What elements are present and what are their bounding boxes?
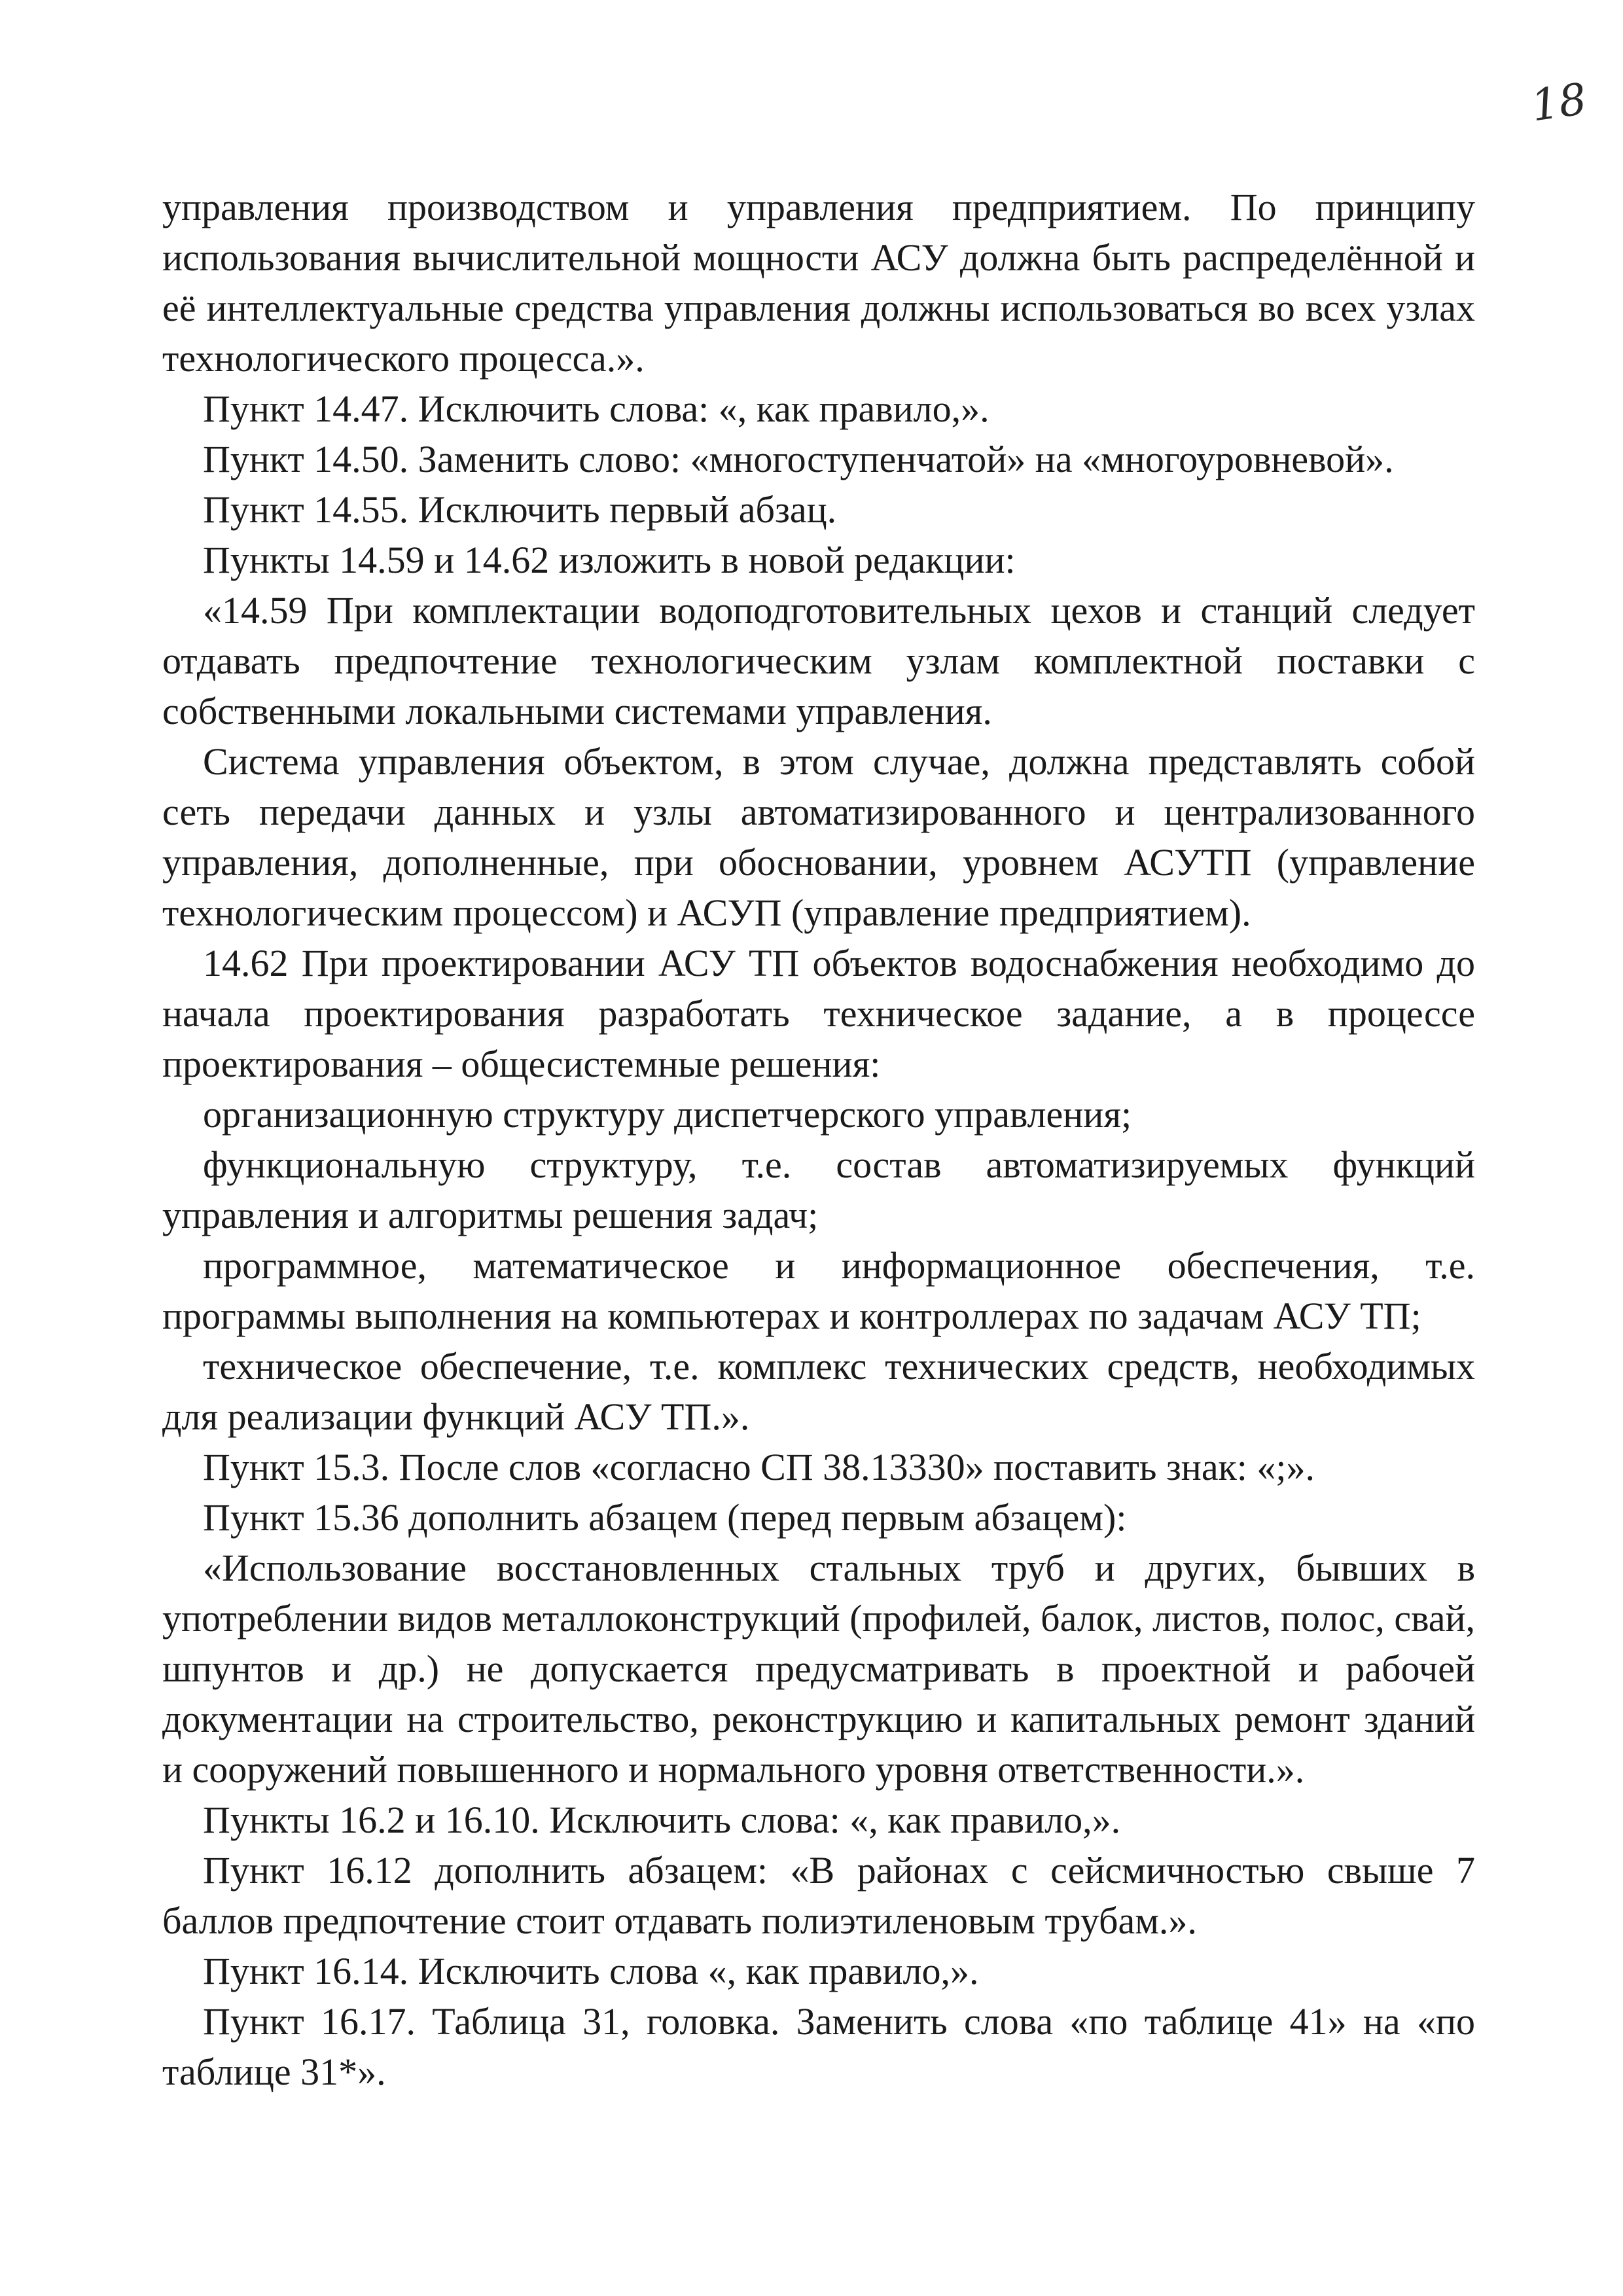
paragraph-item-15-36: Пункт 15.36 дополнить абзацем (перед первым абзацем): — [203, 1496, 1127, 1539]
list-item-software: программное, математическое и информационное обеспечения, т.е. программы выполнения на компьютерах и контроллерах по задачам АСУ ТП; — [162, 1244, 1475, 1337]
paragraph-items-14-59-14-62: Пункты 14.59 и 14.62 изложить в новой редакции: — [203, 539, 1016, 581]
paragraph-item-15-3: Пункт 15.3. После слов «согласно СП 38.13330» поставить знак: «;». — [203, 1446, 1315, 1488]
paragraph-14-59-text: «14.59 При комплектации водоподготовительных цехов и станций следует отдавать предпочтение технологическим узлам комплектной поставки с собственными локальными системами управления. — [162, 589, 1475, 732]
paragraph-item-14-47: Пункт 14.47. Исключить слова: «, как правило,». — [203, 387, 990, 430]
paragraph-control-system: Система управления объектом, в этом случае, должна представлять собой сеть передачи данных и узлы автоматизированного и централизованного управления, дополненные, при обосновании, уровнем АСУТП (управление технологическим процессом) и АСУП (управление предприятием). — [162, 740, 1475, 934]
paragraph-items-16-2-16-10: Пункты 16.2 и 16.10. Исключить слова: «, как правило,». — [203, 1799, 1121, 1841]
list-item-technical: техническое обеспечение, т.е. комплекс технических средств, необходимых для реализации функций АСУ ТП.». — [162, 1345, 1475, 1438]
list-item-organizational: организационную структуру диспетчерского управления; — [203, 1093, 1132, 1136]
paragraph-15-36-text: «Использование восстановленных стальных труб и других, бывших в употреблении видов металлоконструкций (профилей, балок, листов, полос, свай, шпунтов и др.) не допускается предусматривать в проектной и рабочей документации на строительство, реконструкцию и капитальных ремонт зданий и сооружений повышенного и нормального уровня ответственности.». — [162, 1547, 1475, 1791]
paragraph-continuation: управления производством и управления предприятием. По принципу использования вычислительной мощности АСУ должна быть распределённой и её интеллектуальные средства управления должны использоваться во всех узлах технологического процесса.». — [162, 186, 1475, 380]
paragraph-item-14-55: Пункт 14.55. Исключить первый абзац. — [203, 488, 837, 531]
page-number: 18 — [1528, 73, 1590, 132]
document-body — [162, 182, 1475, 2097]
paragraph-item-16-17: Пункт 16.17. Таблица 31, головка. Заменить слова «по таблице 41» на «по таблице 31*». — [162, 2000, 1475, 2093]
paragraph-14-62-text: 14.62 При проектировании АСУ ТП объектов водоснабжения необходимо до начала проектирования разработать техническое задание, а в процессе проектирования – общесистемные решения: — [162, 942, 1475, 1085]
paragraph-item-16-14: Пункт 16.14. Исключить слова «, как правило,». — [203, 1950, 979, 1992]
paragraph-item-14-50: Пункт 14.50. Заменить слово: «многоступенчатой» на «многоуровневой». — [203, 438, 1394, 480]
list-item-functional: функциональную структуру, т.е. состав автоматизируемых функций управления и алгоритмы решения задач; — [162, 1143, 1475, 1236]
paragraph-item-16-12: Пункт 16.12 дополнить абзацем: «В районах с сейсмичностью свыше 7 баллов предпочтение стоит отдавать полиэтиленовым трубам.». — [162, 1849, 1475, 1942]
